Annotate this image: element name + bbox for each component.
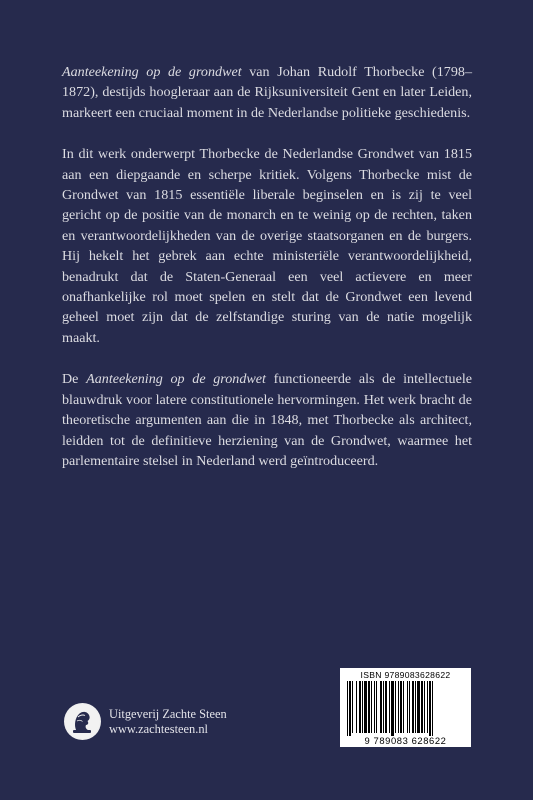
barcode-bar	[347, 681, 348, 736]
barcode-bar	[400, 681, 402, 733]
barcode-bar	[424, 681, 425, 733]
isbn-label: ISBN 9789083628622	[360, 670, 451, 680]
barcode-bar	[385, 681, 387, 733]
barcode-bar	[374, 681, 375, 733]
paragraph-legacy	[62, 369, 472, 471]
book-title-italic: Aanteekening op de grondwet	[86, 371, 266, 388]
barcode-bar	[380, 681, 382, 733]
paragraph-legacy-before: De	[62, 371, 87, 388]
publisher-text	[109, 707, 227, 737]
barcode-bar	[412, 681, 414, 733]
barcode-bar	[389, 681, 390, 733]
paragraph-critique	[62, 144, 472, 348]
publisher-name: Uitgeverij Zachte Steen	[109, 706, 227, 721]
barcode-bar	[427, 681, 428, 733]
publisher-block	[64, 703, 227, 740]
barcode-bar	[395, 681, 396, 733]
barcode-bar	[391, 681, 394, 736]
barcode-bar	[415, 681, 416, 733]
barcode-bar	[398, 681, 399, 733]
paragraph-legacy-after: functioneerde als de intellectuele blauwdruk voor latere constitutionele hervormingen. Het werk bracht de theoretische argumenten aan die in 1848, met Thorbecke als architect, leidden tot de definitieve herziening van de Grondwet, waarmee het parlementaire stelsel in Nederland werd geïntroduceerd.	[62, 371, 472, 469]
barcode-bar	[407, 681, 408, 733]
barcode-bar	[432, 681, 433, 736]
barcode-bar	[429, 681, 431, 736]
blurb	[62, 62, 472, 492]
sculpture-head-icon	[64, 703, 101, 740]
book-title-italic: Aanteekening op de grondwet	[62, 64, 242, 80]
barcode-bar	[359, 681, 361, 733]
paragraph-intro-text: van Johan Rudolf Thorbecke (1798–1872), destijds hoogleraar aan de Rijksuniversiteit Gent en later Leiden, markeert een cruciaal moment in de Nederlandse politieke geschiedenis.	[62, 64, 472, 121]
paragraph-critique-text: In dit werk onderwerpt Thorbecke de Nederlandse Grondwet van 1815 aan een diepgaande en scherpe kritiek. Volgens Thorbecke mist de Grondwet van 1815 essentiële liberale beginselen en is zij te veel gericht op de positie van de monarch en te weinig op de rechten, taken en verantwoordelijkheden van de overige staatsorganen en de burgers. Hij hekelt het gebrek aan echte ministeriële verantwoordelijkheid, benadrukt dat de Staten-Generaal een veel actievere en meer onafhankelijke rol moet spelen en stelt dat de Grondwet een levend geheel moet zijn dat de zelfstandige sturing van de natie mogelijk maakt.	[62, 146, 472, 346]
barcode-bar	[349, 681, 351, 736]
barcode-bar	[383, 681, 384, 733]
barcode-bar	[362, 681, 363, 733]
publisher-url: www.zachtesteen.nl	[109, 721, 208, 736]
isbn-barcode	[340, 668, 471, 747]
barcode-bars	[343, 680, 468, 736]
barcode-bar	[371, 681, 372, 733]
paragraph-intro	[62, 62, 472, 123]
isbn-digits: 9 789083 628622	[364, 735, 447, 746]
barcode-bar	[403, 681, 404, 733]
barcode-bar	[409, 681, 410, 733]
barcode-bar	[368, 681, 370, 733]
barcode-bar	[376, 681, 377, 733]
barcode-bar	[417, 681, 420, 733]
barcode-bar	[364, 681, 367, 733]
barcode-bar	[421, 681, 423, 733]
barcode-bar	[356, 681, 357, 733]
barcode-bar	[352, 681, 353, 733]
